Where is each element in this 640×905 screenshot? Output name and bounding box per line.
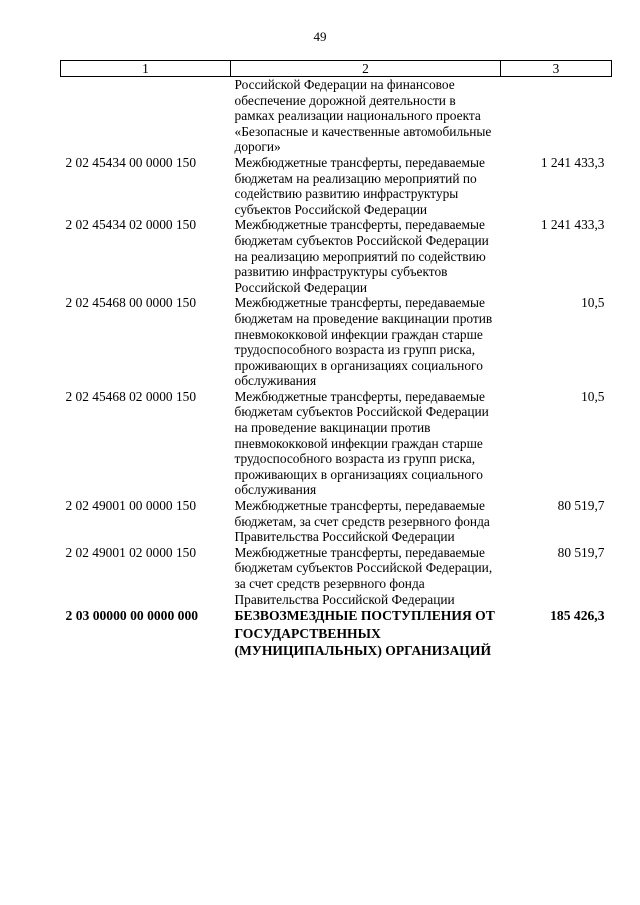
row-code-cell: 2 02 45434 00 0000 150 [65, 154, 197, 170]
row-amount-cell: 10,5 [581, 295, 605, 311]
row-amount-cell [501, 77, 612, 155]
column-header-code: 1 [61, 61, 231, 77]
row-name-cell: Межбюджетные трансферты, передаваемые бюджетам на реализацию мероприятий по содействию развитию инфраструктуры субъектов Российской Федерации [234, 154, 485, 217]
row-code-cell: 2 03 00000 00 0000 000 [65, 608, 199, 624]
row-amount-cell: 80 519,7 [557, 498, 605, 514]
table-row [61, 155, 612, 217]
row-name-cell: БЕЗВОЗМЕЗДНЫЕ ПОСТУПЛЕНИЯ ОТ ГОСУДАРСТВЕННЫХ (МУНИЦИПАЛЬНЫХ) ОРГАНИЗАЦИЙ [234, 608, 495, 659]
row-amount-cell: 185 426,3 [550, 608, 605, 624]
row-amount-cell: 80 519,7 [557, 544, 605, 560]
table-row [61, 217, 612, 295]
row-code-cell: 2 02 45468 02 0000 150 [65, 388, 197, 404]
row-name-cell: Российской Федерации на финансовое обеспечение дорожной деятельности в рамках реализации национального проекта «Безопасные и качественные автомобильные дороги» [234, 77, 492, 155]
row-code-cell: 2 02 49001 00 0000 150 [65, 498, 197, 514]
row-name-cell: Межбюджетные трансферты, передаваемые бюджетам субъектов Российской Федерации, за счет средств резервного фонда Правительства Российской Федерации [234, 544, 493, 607]
table-row-section-total [61, 607, 612, 660]
table-row [61, 545, 612, 607]
page-number: 49 [313, 29, 327, 44]
row-code-cell: 2 02 49001 02 0000 150 [65, 544, 197, 560]
row-name-cell: Межбюджетные трансферты, передаваемые бюджетам субъектов Российской Федерации на проведение вакцинации против пневмококковой инфекции граждан старше трудоспособного возраста из групп риска, проживающих в организациях социального обслуживания [234, 388, 489, 498]
row-amount-cell: 1 241 433,3 [540, 217, 605, 233]
table-row [61, 295, 612, 389]
row-amount-cell: 1 241 433,3 [540, 154, 605, 170]
row-code-cell [61, 77, 231, 155]
table-header-row [61, 61, 612, 77]
table-row-continuation [61, 77, 612, 155]
row-name-cell: Межбюджетные трансферты, передаваемые бюджетам, за счет средств резервного фонда Правительства Российской Федерации [234, 498, 490, 545]
column-header-amount: 3 [501, 61, 612, 77]
row-code-cell: 2 02 45434 02 0000 150 [65, 217, 197, 233]
row-amount-cell: 10,5 [581, 388, 605, 404]
table-row [61, 498, 612, 545]
budget-table [60, 60, 612, 660]
row-name-cell: Межбюджетные трансферты, передаваемые бюджетам на проведение вакцинации против пневмококковой инфекции граждан старше трудоспособного возраста из групп риска, проживающих в организациях социального обслуживания [234, 295, 493, 389]
column-header-name: 2 [231, 61, 501, 77]
row-name-cell: Межбюджетные трансферты, передаваемые бюджетам субъектов Российской Федерации на реализацию мероприятий по содействию развитию инфраструктуры субъектов Российской Федерации [234, 217, 489, 295]
table-row [61, 389, 612, 498]
row-code-cell: 2 02 45468 00 0000 150 [65, 295, 197, 311]
